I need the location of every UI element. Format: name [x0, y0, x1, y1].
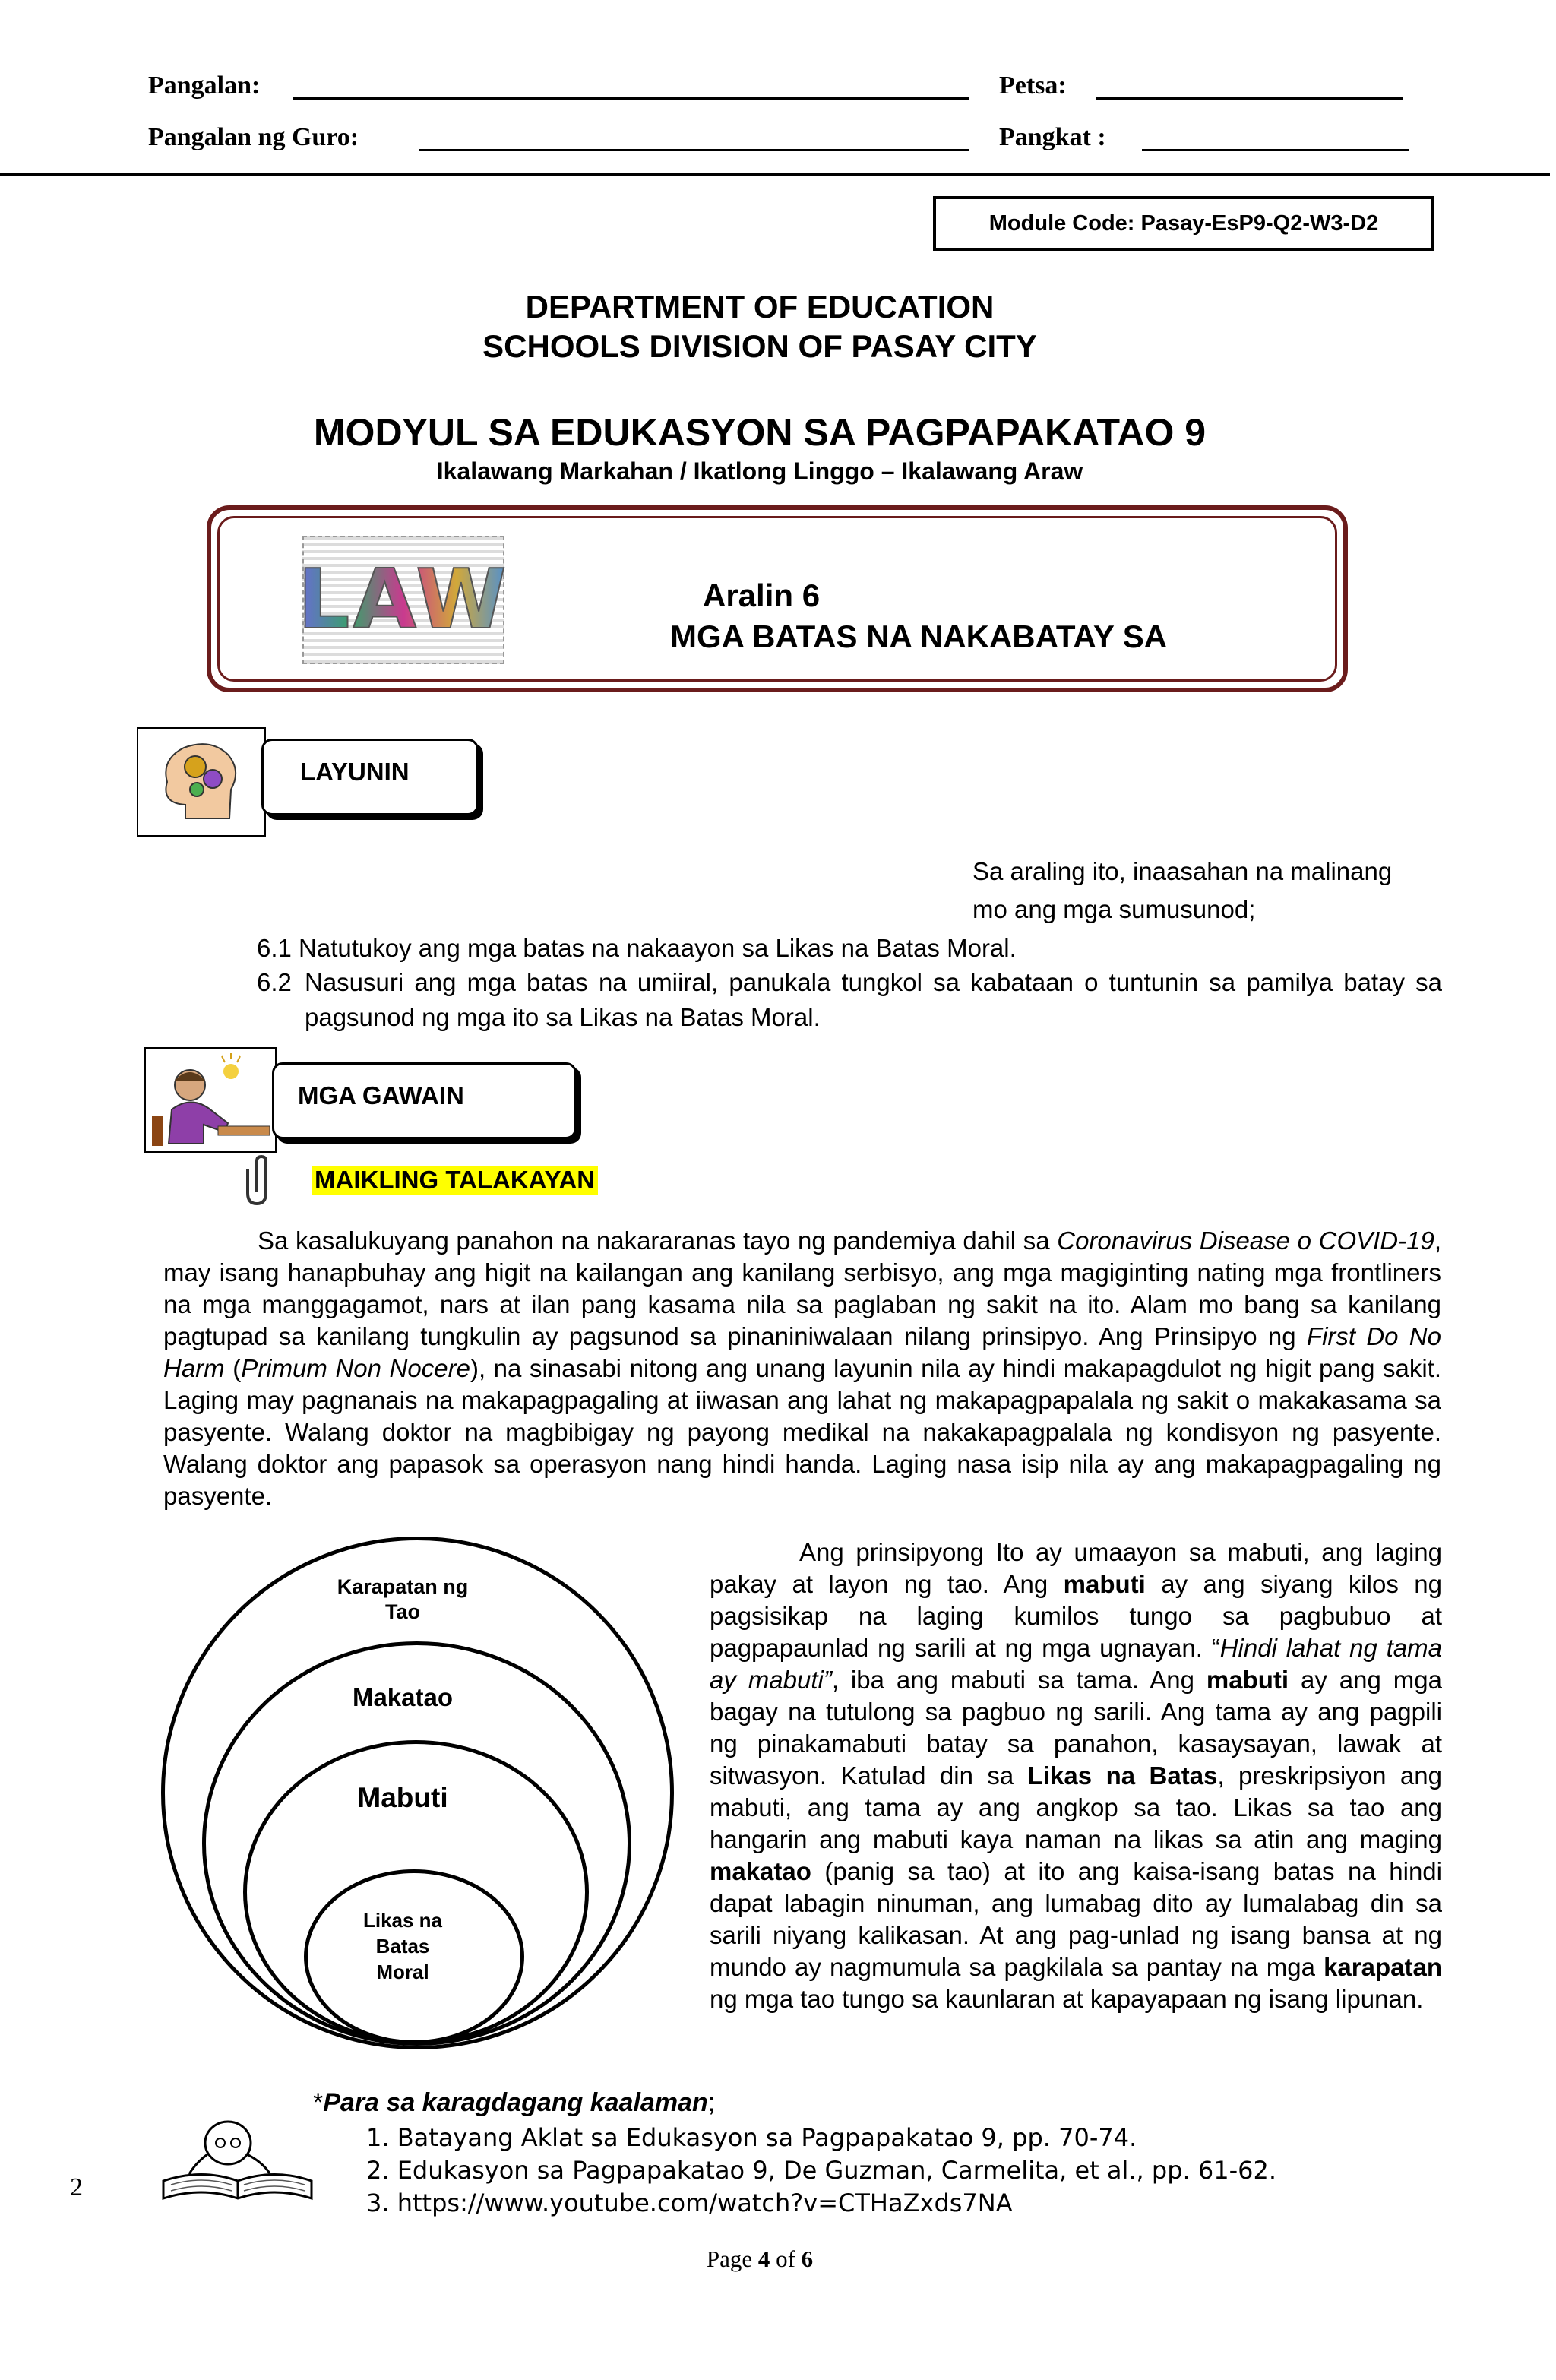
law-logo-text: LAW [297, 552, 510, 647]
footer-of-word: of [776, 2245, 795, 2272]
prinsipyo-paragraph [710, 1537, 1442, 2015]
objective-text: Natutukoy ang mga batas na nakaayon sa Likas na Batas Moral. [299, 934, 1017, 962]
p1-text-4: ), na sinasabi nitong ang unang layunin nila ay hindi makapagdulot ng higit pang sakit. Laging may pagnanais na makapagpagaling at iiwasan ang lahat ng makapagpapalala ng sakit o makakasama sa pasyente. Walang doktor na magbibigay ng payong medikal na nakakapagpalala ng kondisyon ng pasyente. Walang doktor ang papasok sa operasyon nang hindi handa. Laging nasa isip nila ay ang makapagpagaling ng pasyente. [163, 1354, 1442, 1510]
paperclip-icon [242, 1155, 280, 1208]
maikling-talakayan-highlight: MAIKLING TALAKAYAN [312, 1166, 598, 1195]
references-star: * [313, 2088, 324, 2117]
p2-bold-mabuti-2: mabuti [1206, 1666, 1289, 1694]
margin-number: 2 [70, 2173, 83, 2201]
student-writing-icon [144, 1047, 277, 1153]
name-line[interactable] [293, 97, 969, 100]
module-subtitle: Ikalawang Markahan / Ikatlong Linggo – Ikalawang Araw [436, 457, 1083, 485]
date-label: Petsa: [999, 71, 1067, 100]
label-likas-na-batas-moral: Likas na Batas Moral [362, 1909, 443, 1983]
p1-text-2: , may isang hanapbuhay ang higit na kailangan ang kanilang serbisyo, ang mga magiginting nating mga frontliners na mga manggagamot, nars at ilan pang kasama nila sa paglaban ng sakit na ito. Alam mo bang sa kanilang pagtupad sa kanilang tungkulin ay pagsunod sa pinaniniwalaan nilang prinsipyo. Ang Prinsipyo ng [163, 1226, 1441, 1350]
layunin-intro-2: mo ang mga sumusunod; [972, 895, 1256, 923]
references-heading-text: Para sa karagdagang kaalaman [323, 2088, 708, 2117]
p1-italic-first-do-no-harm: First Do No Harm [163, 1322, 1441, 1382]
section-line[interactable] [1142, 149, 1409, 151]
gawain-title: MGA GAWAIN [298, 1081, 464, 1109]
module-title: MODYUL SA EDUKASYON SA PAGPAPAKATAO 9 [313, 411, 1207, 454]
p1-text: Sa kasalukuyang panahon na nakararanas tayo ng pandemiya dahil sa [258, 1226, 1058, 1255]
division-title: SCHOOLS DIVISION OF PASAY CITY [482, 328, 1037, 364]
header-divider [0, 173, 1550, 176]
objective-text: Nasusuri ang mga batas na umiiral, panukala tungkol sa kabataan o tuntunin sa pamilya batay sa pagsunod ng mga ito sa Likas na Batas Moral. [305, 968, 1442, 1031]
reading-book-icon [156, 2109, 319, 2208]
reference-item: 1. Batayang Aklat sa Edukasyon sa Pagpapakatao 9, pp. 70-74. [366, 2123, 1137, 2152]
date-line[interactable] [1096, 97, 1403, 100]
references-semicolon: ; [707, 2088, 716, 2117]
p2-bold-makatao: makatao [710, 1857, 811, 1885]
p2-text-2: ay ang siyang kilos ng pagsisikap na laging kumilos tungo sa pagbubuo at pagpapaunlad ng sarili at ng mga ugnayan. “ [710, 1570, 1442, 1662]
module-code: Module Code: Pasay-EsP9-Q2-W3-D2 [988, 210, 1379, 236]
footer-total-pages: 6 [801, 2245, 814, 2272]
label-mabuti: Mabuti [357, 1782, 448, 1813]
objective-num: 6.2 [257, 968, 292, 996]
label-karapatan: Karapatan ng Tao [337, 1575, 469, 1623]
teacher-label: Pangalan ng Guro: [148, 123, 359, 151]
p1-text-3: ( [224, 1354, 242, 1382]
law-logo-icon [297, 536, 510, 664]
p1-italic-primum: Primum Non Nocere [241, 1354, 470, 1382]
lesson-number: Aralin 6 [703, 578, 821, 613]
teacher-line[interactable] [419, 149, 969, 151]
reference-link[interactable]: 3. https://www.youtube.com/watch?v=CTHaZxds7NA [366, 2189, 1013, 2217]
department-title: DEPARTMENT OF EDUCATION [525, 289, 995, 324]
p2-text-7: ng mga tao tungo sa kaunlaran at kapayapaan ng isang lipunan. [710, 1985, 1424, 2013]
p2-text-6: (panig sa tao) at ito ang kaisa-isang batas na hindi dapat labagin ninuman, ang lumabag dito ay lumalabag din sa sarili niyang kalikasan. At ang pag-unlad ng isang bansa at ng mundo ay nagmumula sa pagkilala sa pantay na mga [710, 1857, 1442, 1981]
name-label: Pangalan: [148, 71, 261, 100]
module-code-box [933, 196, 1434, 251]
talakayan-paragraph [163, 1225, 1441, 1512]
p2-bold-karapatan: karapatan [1324, 1953, 1442, 1981]
layunin-title: LAYUNIN [300, 758, 410, 786]
p2-text-5: , preskripsiyon ang mabuti, ang tama ay ang angkop sa tao. Likas sa tao ang hangarin ang mabuti kaya naman na likas sa atin ang maging [710, 1761, 1442, 1853]
label-makatao: Makatao [352, 1683, 454, 1711]
footer-page-word: Page [706, 2245, 753, 2272]
p2-bold-likas-na-batas: Likas na Batas [1027, 1761, 1218, 1790]
page-footer [0, 2245, 1520, 2273]
references-list [366, 2122, 1276, 2220]
p2-bold-mabuti: mabuti [1063, 1570, 1146, 1598]
objective-num: 6.1 [257, 934, 292, 962]
p2-text-3: , iba ang mabuti sa tama. Ang [831, 1666, 1207, 1694]
objective-6-1 [257, 931, 1442, 965]
layunin-intro-1: Sa araling ito, inaasahan na malinang [972, 857, 1393, 885]
objective-6-2 [257, 965, 1442, 1035]
reference-item: 2. Edukasyon sa Pagpapakatao 9, De Guzman, Carmelita, et al., pp. 61-62. [366, 2156, 1277, 2185]
section-label: Pangkat : [999, 123, 1106, 151]
lesson-title: MGA BATAS NA NAKABATAY SA [670, 619, 1168, 654]
footer-current-page: 4 [757, 2245, 770, 2272]
head-gears-icon [137, 727, 266, 837]
references-heading [313, 2088, 715, 2118]
p2-text: Ang prinsipyong Ito ay umaayon sa mabuti, ang laging pakay at layon ng tao. Ang [710, 1538, 1442, 1598]
p2-text-4: ay ang mga bagay na tutulong sa pagbuo ng sarili. Ang tama ay ang pagpili ng pinakamabuti batay sa panahon, kasaysayan, lawak at sitwasyon. Katulad din sa [710, 1666, 1442, 1790]
p2-italic-quote: Hindi lahat ng tama ay mabuti” [710, 1634, 1442, 1694]
p1-italic-covid: Coronavirus Disease o COVID-19 [1057, 1226, 1434, 1255]
